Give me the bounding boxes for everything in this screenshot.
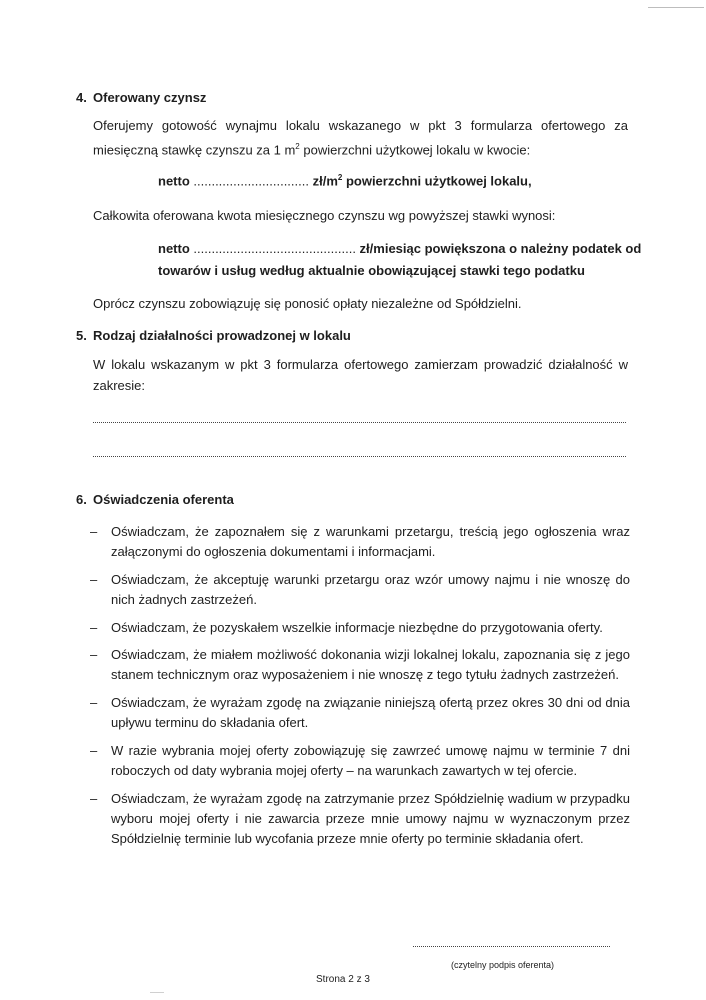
section-4-intro-text: Oferujemy gotowość wynajmu lokalu wskazanego w pkt 3 formularza ofertowego za miesięczną stawkę czynszu za 1 m: [93, 118, 628, 158]
statement-text: Oświadczam, że pozyskałem wszelkie informacje niezbędne do przygotowania oferty.: [111, 620, 603, 635]
section-4-heading: [76, 90, 206, 105]
total-amount-blank: .............................................: [189, 241, 360, 256]
dash-bullet: –: [90, 743, 98, 758]
statement-text: W razie wybrania mojej oferty zobowiązuję się zawrzeć umowę najmu w terminie 7 dni roboczych od daty wybrania mojej oferty – na warunkach zawartych w tej ofercie.: [111, 743, 630, 778]
statement-item: [90, 693, 630, 733]
dash-bullet: –: [90, 791, 98, 806]
signature-line: [413, 946, 610, 947]
total-amount-label: netto: [158, 241, 190, 256]
statement-text: Oświadczam, że wyrażam zgodę na zatrzymanie przez Spółdzielnię wadium w przypadku wyboru mojej oferty i nie zawarcia przeze mnie umowy najmu w wyznaczonym przez Spółdzielnię terminie lub wycofania przeze mnie oferty po terminie składania ofert.: [111, 791, 630, 846]
net-rate-unit: zł/m: [312, 173, 338, 189]
activity-field-line-2: [93, 456, 626, 457]
section-5-heading: [76, 328, 351, 343]
page-number: Strona 2 z 3: [316, 974, 370, 985]
section-4-intro-text-end: powierzchni użytkowej lokalu w kwocie:: [299, 142, 531, 158]
net-rate-label: netto: [158, 173, 190, 189]
dash-bullet: –: [90, 572, 98, 587]
statement-item: [90, 522, 630, 562]
total-amount-desc-1: zł/miesiąc powiększona o należny podatek od: [359, 241, 642, 256]
statement-text: Oświadczam, że miałem możliwość dokonania wizji lokalnej lokalu, zapoznania się z jego stanem technicznym oraz wyposażeniem i nie wnoszę z tego tytułu żadnych zastrzeżeń.: [111, 647, 630, 682]
statement-item: [90, 789, 630, 849]
section-6-heading: [76, 492, 234, 507]
statement-text: Oświadczam, że akceptuję warunki przetargu oraz wzór umowy najmu i nie wnoszę do nich żadnych zastrzeżeń.: [111, 572, 630, 607]
signature-caption: (czytelny podpis oferenta): [451, 960, 555, 970]
total-amount-line: [158, 241, 641, 256]
section-6-number: 6.: [76, 492, 87, 507]
activity-field-line-1: [93, 422, 626, 423]
dash-bullet: –: [90, 647, 98, 662]
dash-bullet: –: [90, 695, 98, 710]
statement-text: Oświadczam, że wyrażam zgodę na związanie niniejszą ofertą przez okres 30 dni od dnia upływu terminu do składania ofert.: [111, 695, 630, 730]
total-amount-desc-2: towarów i usług według aktualnie obowiązującej stawki tego podatku: [158, 263, 585, 278]
statement-item: [90, 570, 630, 610]
statement-item: [90, 618, 630, 638]
section-4-number: 4.: [76, 90, 87, 105]
statement-item: [90, 741, 630, 781]
top-rule: [648, 7, 704, 8]
section-5-number: 5.: [76, 328, 87, 343]
scan-mark: [150, 992, 164, 993]
section-4-intro-sup: 2: [295, 142, 300, 151]
total-amount-text: Całkowita oferowana kwota miesięcznego czynszu wg powyższej stawki wynosi:: [93, 208, 556, 223]
statement-text: Oświadczam, że zapoznałem się z warunkami przetargu, treścią jego ogłoszenia wraz załączonymi do ogłoszenia dokumentami i informacjami.: [111, 524, 630, 559]
fees-text: Oprócz czynszu zobowiązuję się ponosić opłaty niezależne od Spółdzielni.: [93, 296, 522, 311]
section-4-intro: [93, 115, 628, 160]
net-rate-blank: ................................: [189, 173, 313, 189]
section-5-title: Rodzaj działalności prowadzonej w lokalu: [93, 328, 351, 343]
section-4-title: Oferowany czynsz: [93, 90, 207, 105]
section-6-title: Oświadczenia oferenta: [93, 492, 234, 507]
statement-item: [90, 645, 630, 685]
section-5-text: W lokalu wskazanym w pkt 3 formularza ofertowego zamierzam prowadzić działalność w zakresie:: [93, 357, 628, 393]
dash-bullet: –: [90, 620, 98, 635]
net-rate-unit-sup: 2: [337, 173, 343, 182]
net-rate-suffix: powierzchni użytkowej lokalu,: [342, 173, 532, 189]
dash-bullet: –: [90, 524, 98, 539]
net-rate-line: [158, 173, 532, 188]
